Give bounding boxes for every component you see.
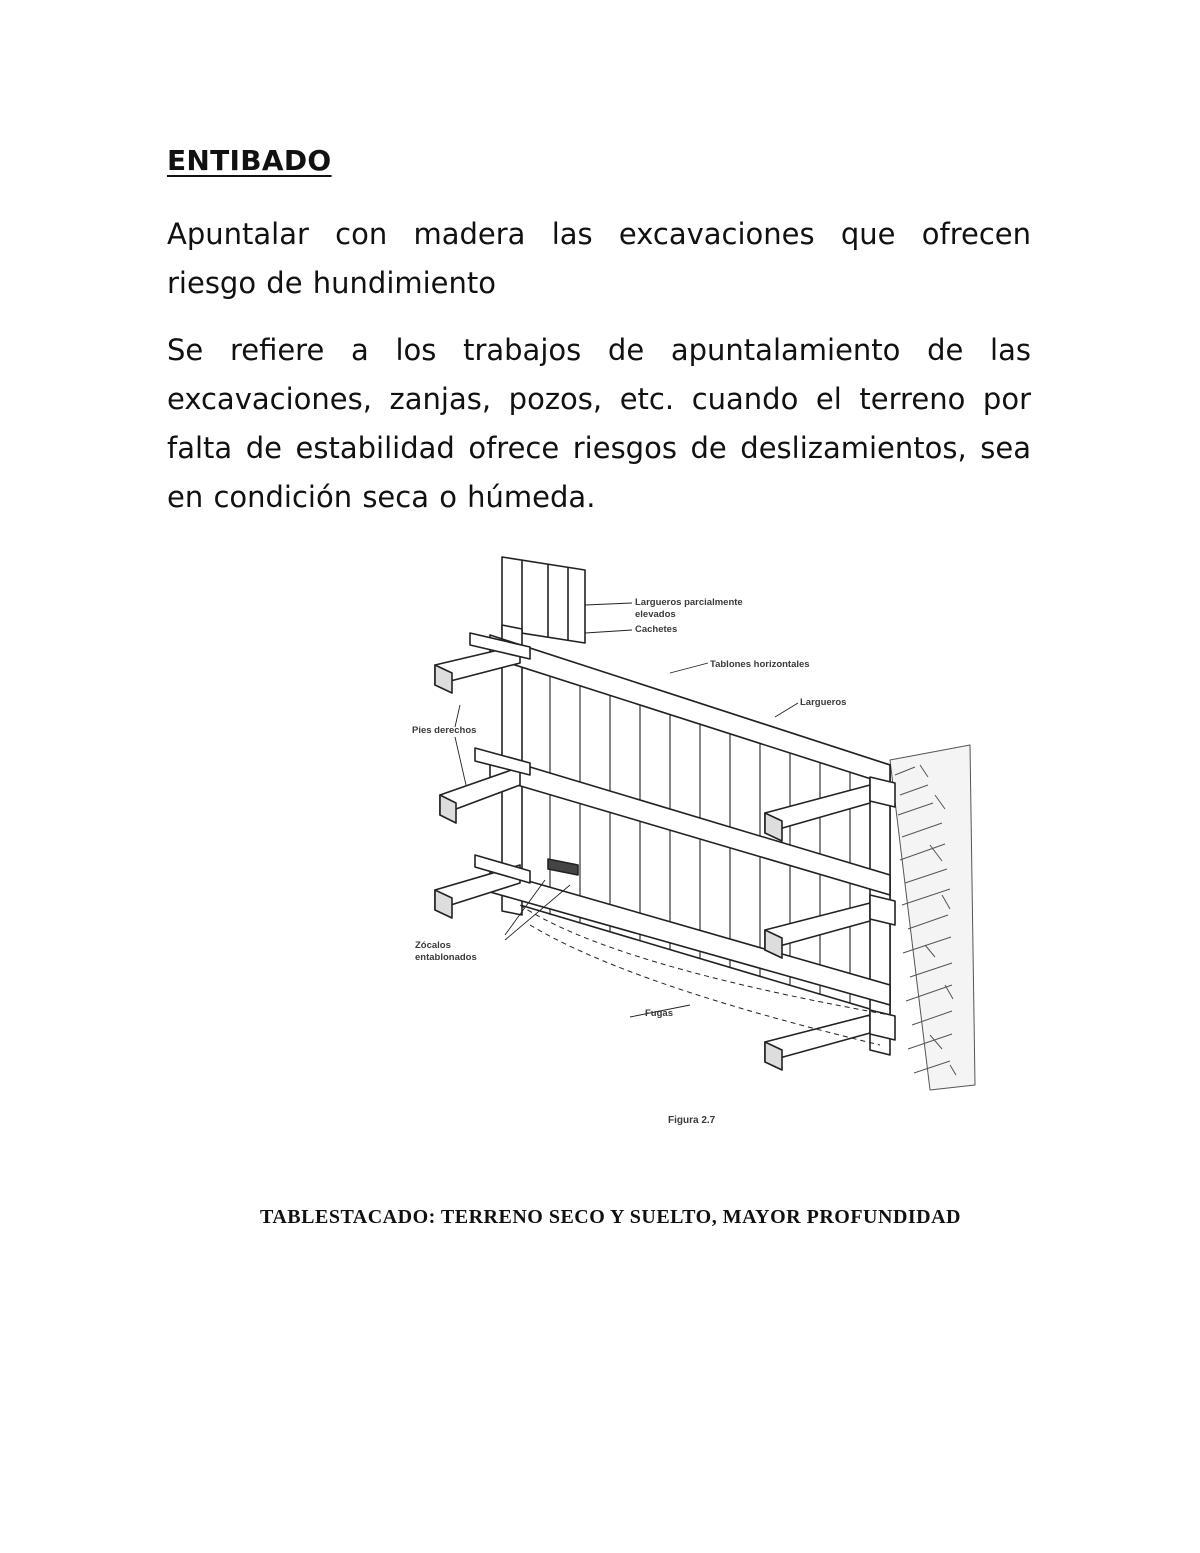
figure-caption: TABLESTACADO: TERRENO SECO Y SUELTO, MAYOR PROFUNDIDAD: [260, 1206, 962, 1228]
label-zocalos: Zócalos: [415, 940, 451, 951]
shoring-illustration: [230, 545, 1110, 1265]
label-tablones: Tablones horizontales: [710, 659, 810, 670]
definition-paragraph: Apuntalar con madera las excavaciones que ofrecen riesgo de hundimiento: [167, 217, 1031, 300]
label-cachetes: Cachetes: [635, 624, 678, 635]
soil-hatching: [890, 745, 975, 1090]
label-fugas: Fugas: [645, 1008, 673, 1019]
label-largueros-elevados: Largueros parcialmente: [635, 597, 743, 608]
document-heading: ENTIBADO: [167, 144, 332, 177]
label-largueros-elevados-2: elevados: [635, 609, 676, 620]
label-zocalos-2: entablonados: [415, 952, 477, 963]
figure-number: Figura 2.7: [668, 1115, 716, 1126]
label-largueros: Largueros: [800, 697, 847, 708]
description-paragraph: Se refiere a los trabajos de apuntalamiento de las excavaciones, zanjas, pozos, etc. cuando el terreno por falta de estabilidad ofrece riesgos de deslizamientos, sea en condición seca o húmeda.: [167, 333, 1031, 514]
label-pies-derechos: Pies derechos: [412, 725, 477, 736]
